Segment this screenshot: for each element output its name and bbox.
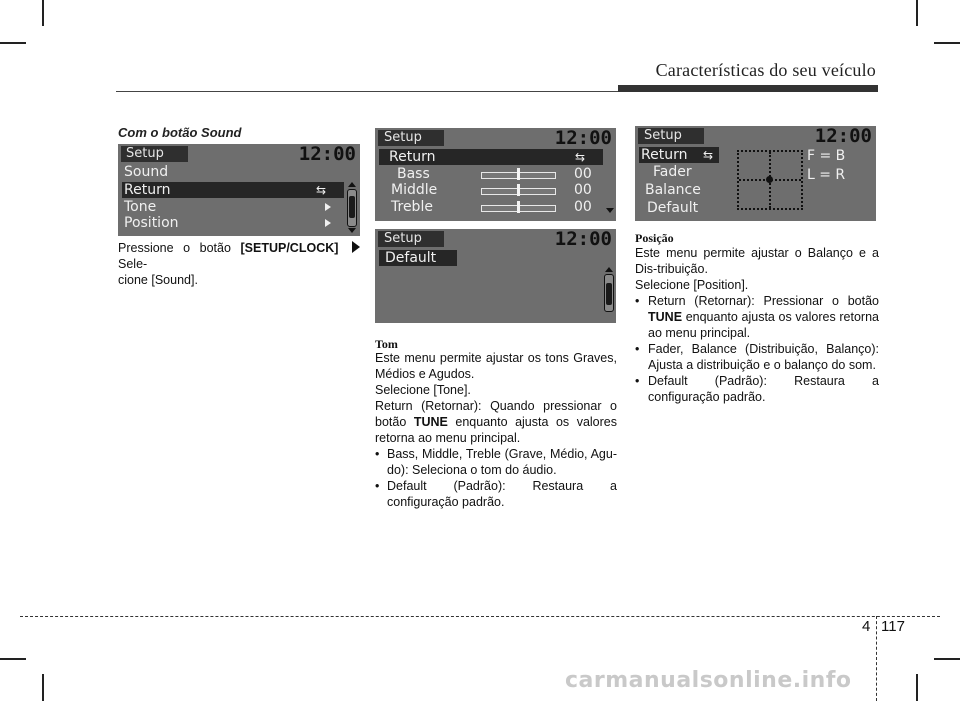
menu-item-position[interactable]: Position (124, 215, 179, 231)
scrollbar[interactable] (604, 274, 614, 312)
crop-mark (0, 658, 26, 660)
scrollbar-thumb[interactable] (606, 283, 612, 305)
screen-title: Setup (378, 130, 444, 146)
position-grid[interactable] (737, 150, 803, 210)
setup-clock-key: [SETUP/CLOCK] (240, 241, 339, 255)
position-heading: Posição (635, 231, 674, 245)
tone-row-label: Middle (391, 182, 438, 198)
bullet-icon: • (635, 374, 640, 388)
return-icon: ⇆ (703, 148, 714, 162)
crop-mark (42, 0, 44, 26)
tone-row-value: 00 (574, 166, 592, 182)
scroll-up-icon (605, 267, 613, 272)
position-description: Este menu permite ajustar o Balanço e a Dis-tribuição. (635, 246, 879, 276)
screen-title: Setup (378, 231, 444, 247)
screen-clock: 12:00 (554, 128, 612, 149)
return-icon: ⇆ (575, 150, 586, 164)
tone-bullet-2: Default (Padrão): Restaura a configuração padrão. (387, 479, 617, 509)
instruction-text: cione [Sound]. (118, 273, 198, 287)
bullet-icon: • (375, 447, 380, 461)
crop-mark (42, 674, 44, 701)
section-title: Com o botão Sound (118, 125, 242, 140)
fader-value: F = B (807, 148, 846, 164)
scrollbar-thumb[interactable] (349, 196, 355, 218)
return-text: enquanto ajusta os valores retorna ao menu principal. (648, 310, 879, 340)
position-bullet-1 (648, 293, 879, 341)
position-marker (766, 176, 773, 183)
bullet-icon: • (635, 342, 640, 356)
play-arrow-icon (352, 241, 360, 253)
screen-clock: 12:00 (814, 126, 872, 147)
screen-title: Setup (121, 146, 188, 162)
bullet-icon: • (375, 479, 380, 493)
menu-item-return[interactable]: Return (641, 147, 688, 163)
position-bullet-2: Fader, Balance (Distribuição, Balanço): Ajusta a distribuição e o balanço do som. (648, 342, 879, 372)
return-text: Return (Retornar): Pressionar o botão (648, 294, 879, 308)
running-title: Características do seu veículo (655, 60, 876, 80)
menu-item-balance[interactable]: Balance (645, 182, 701, 198)
menu-item-tone[interactable]: Tone (124, 199, 157, 215)
header-rule (116, 91, 618, 92)
balance-value: L = R (807, 167, 846, 183)
crop-mark (934, 658, 960, 660)
footer-dashed-rule (20, 616, 940, 617)
screen-subtitle: Sound (124, 164, 169, 180)
crop-mark (916, 674, 918, 701)
tone-row-label: Treble (391, 199, 433, 215)
return-text: Return (Retornar): Quando pressionar o botão (375, 399, 617, 429)
tune-key: TUNE (413, 415, 448, 429)
watermark: carmanualsonline.info (565, 668, 852, 693)
screen-title: Setup (638, 128, 704, 144)
position-menu-screen (635, 126, 876, 221)
scroll-up-icon (348, 182, 356, 187)
sound-menu-screen (118, 144, 360, 236)
tone-row-label: Bass (397, 166, 430, 182)
tone-heading: Tom (375, 337, 398, 351)
crop-mark (934, 42, 960, 44)
arrow-right-icon (325, 203, 331, 211)
menu-item-default[interactable]: Default (647, 200, 699, 216)
default-menu-screen (375, 229, 616, 323)
menu-item-default[interactable]: Default (385, 250, 437, 266)
screen-clock: 12:00 (298, 144, 356, 165)
tone-menu-screen (375, 128, 616, 221)
crop-mark (0, 42, 26, 44)
tune-key: TUNE (648, 310, 683, 324)
position-bullet-3: Default (Padrão): Restaura a configuração padrão. (648, 374, 879, 404)
menu-item-fader[interactable]: Fader (653, 164, 692, 180)
menu-item-return[interactable]: Return (389, 149, 436, 165)
bullet-icon: • (635, 294, 640, 308)
middle-slider-knob[interactable] (517, 184, 520, 196)
instruction-text: Sele- (118, 257, 148, 271)
menu-item-return[interactable]: Return (124, 182, 171, 198)
page-number: 117 (881, 618, 905, 635)
return-text: enquanto ajusta os valores retorna ao menu principal. (375, 415, 617, 445)
treble-slider-knob[interactable] (517, 201, 520, 213)
tone-select-text: Selecione [Tone]. (375, 383, 471, 397)
position-select-text: Selecione [Position]. (635, 278, 749, 292)
tone-row-value: 00 (574, 182, 592, 198)
tone-bullet-1: Bass, Middle, Treble (Grave, Médio, Agu-do): Seleciona o tom do áudio. (387, 447, 617, 477)
chapter-number: 4 (862, 618, 871, 635)
bass-slider-knob[interactable] (517, 168, 520, 180)
footer-dashed-divider (876, 616, 877, 701)
header-rule-thick (618, 85, 878, 92)
arrow-right-icon (325, 219, 331, 227)
screen-clock: 12:00 (554, 229, 612, 250)
tone-return-text (375, 398, 617, 446)
scroll-down-icon (348, 228, 356, 233)
crop-mark (916, 0, 918, 26)
tone-description: Este menu permite ajustar os tons Graves, Médios e Agudos. (375, 351, 617, 381)
return-icon: ⇆ (316, 183, 327, 197)
scroll-down-icon (606, 208, 614, 213)
scrollbar[interactable] (347, 189, 357, 227)
col1-paragraph (118, 240, 362, 288)
instruction-text: Pressione o botão (118, 241, 241, 255)
tone-row-value: 00 (574, 199, 592, 215)
